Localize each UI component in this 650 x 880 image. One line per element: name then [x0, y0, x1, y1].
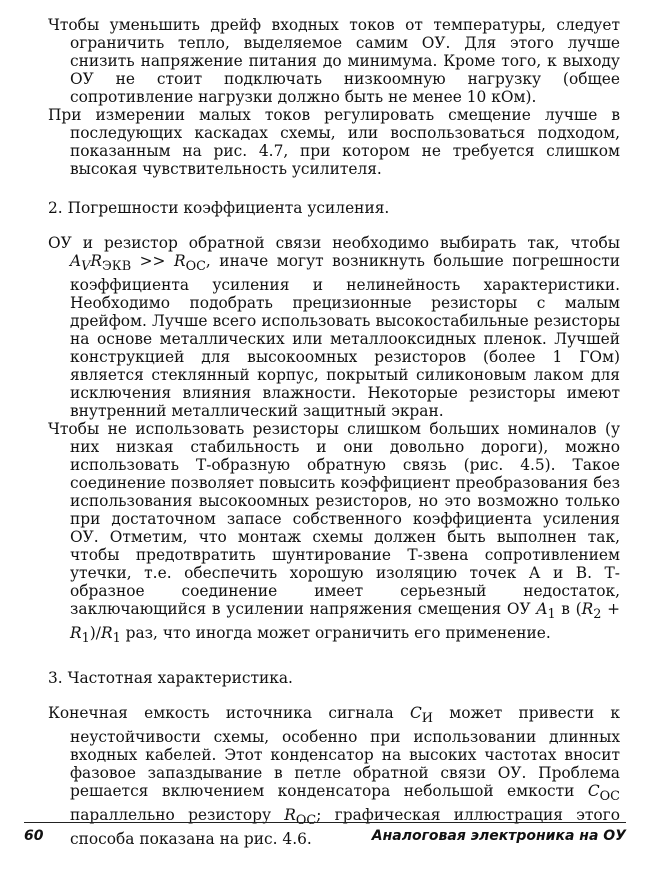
symbol-r: R — [70, 624, 82, 643]
section-heading-gain-errors: 2. Погрешности коэффициента усиления. — [48, 199, 390, 217]
subscript-oc: OC — [599, 789, 620, 805]
symbol-r: R — [581, 600, 594, 619]
page-body — [48, 16, 620, 848]
paragraph-source-capacitance — [48, 704, 620, 848]
text-run: + — [601, 600, 620, 619]
paragraph-input-current-drift: Чтобы уменьшить дрейф входных токов от температуры, следует ограничить тепло, выделяемое самим ОУ. Для этого лучше снизить напряжение питания до минимума. Кроме того, к выходу ОУ не стоит подключать низкоомную нагрузку (общее сопротивление нагрузки должно быть не менее 10 кОм). — [48, 16, 620, 106]
running-title: Аналоговая электроника на ОУ — [371, 828, 626, 844]
text-run: Конечная емкость источника сигнала — [48, 704, 410, 723]
paragraph-small-current-measurement: При измерении малых токов регулировать смещение лучше в последующих каскадах схемы, или воспользоваться подходом, показанным на рис. 4.7, при котором не требуется слишком высокая чувствительность усилителя. — [48, 106, 620, 178]
symbol-r: R — [100, 624, 113, 643]
text-run: ; графическая иллюстрация этого способа показана на рис. 4.6. — [70, 806, 620, 849]
subscript-2: 2 — [593, 607, 602, 623]
page-number: 60 — [24, 828, 44, 844]
subscript-i: И — [421, 711, 433, 727]
text-run: ОУ и резистор обратной связи необходимо выбирать так, чтобы — [48, 234, 620, 252]
symbol-a: A — [70, 252, 82, 270]
text-run: может привести к неустойчивости схемы, особенно при использовании длинных входных кабелей. Этот конденсатор на высоких частотах вносит фазовое запаздывание в петле обратной связи ОУ. Проблема решается включением конденсатора небольшой емкости — [70, 704, 620, 801]
symbol-a: A — [536, 600, 548, 619]
text-run: раз, что иногда может ограничить его применение. — [120, 624, 551, 643]
text-run: параллельно резистору — [70, 806, 285, 825]
symbol-c: C — [409, 704, 422, 723]
subscript-oc: OC — [295, 813, 317, 829]
symbol-c: C — [587, 782, 600, 801]
subscript-1: 1 — [112, 631, 121, 647]
text-run: )/ — [89, 624, 101, 643]
text-run: в ( — [555, 600, 582, 619]
paragraph-feedback-resistor-choice — [48, 234, 620, 420]
text-run: , иначе могут возникнуть большие погрешности коэффициента усиления и нелинейность характеристики. Необходимо подобрать прецизионные резисторы с малым дрейфом. Лучше всего использовать высокостабильные резисторы на основе металлических или металлооксидных пленок. Лучшей конструкцией для высокоомных резисторов (более 1 ГОм) является стеклянный корпус, покрытый силиконовым лаком для исключения влияния влажности. Некоторые резисторы имеют внутренний металлический защитный экран. — [70, 252, 620, 421]
symbol-r: R — [284, 806, 296, 825]
text-run: >> — [131, 252, 174, 270]
subscript-oc: OC — [185, 259, 206, 275]
paragraph-t-feedback — [48, 420, 620, 648]
subscript-1: 1 — [81, 631, 90, 647]
symbol-r: R — [173, 252, 186, 270]
footer-rule — [24, 822, 626, 823]
subscript-v: V — [81, 259, 91, 275]
subscript-ekv: ЭКВ — [101, 259, 132, 275]
symbol-r: R — [90, 252, 102, 270]
section-heading-frequency-response: 3. Частотная характеристика. — [48, 669, 293, 688]
text-run: Чтобы не использовать резисторы слишком больших номиналов (у них низкая стабильность и они довольно дороги), можно использовать Т-образную обратную связь (рис. 4.5). Такое соединение позволяет повысить коэффициент преобразования без использования высокоомных резисторов, но это возможно только при достаточном запасе собственного коэффициента усиления ОУ. Отметим, что монтаж схемы должен быть выполнен так, чтобы предотвратить шунтирование Т-звена сопротивлением утечки, т.е. обеспечить хорошую изоляцию точек А и В. Т-образное соединение имеет серьезный недостаток, заключающийся в усилении напряжения смещения ОУ — [48, 420, 620, 619]
subscript-1: 1 — [547, 607, 556, 623]
